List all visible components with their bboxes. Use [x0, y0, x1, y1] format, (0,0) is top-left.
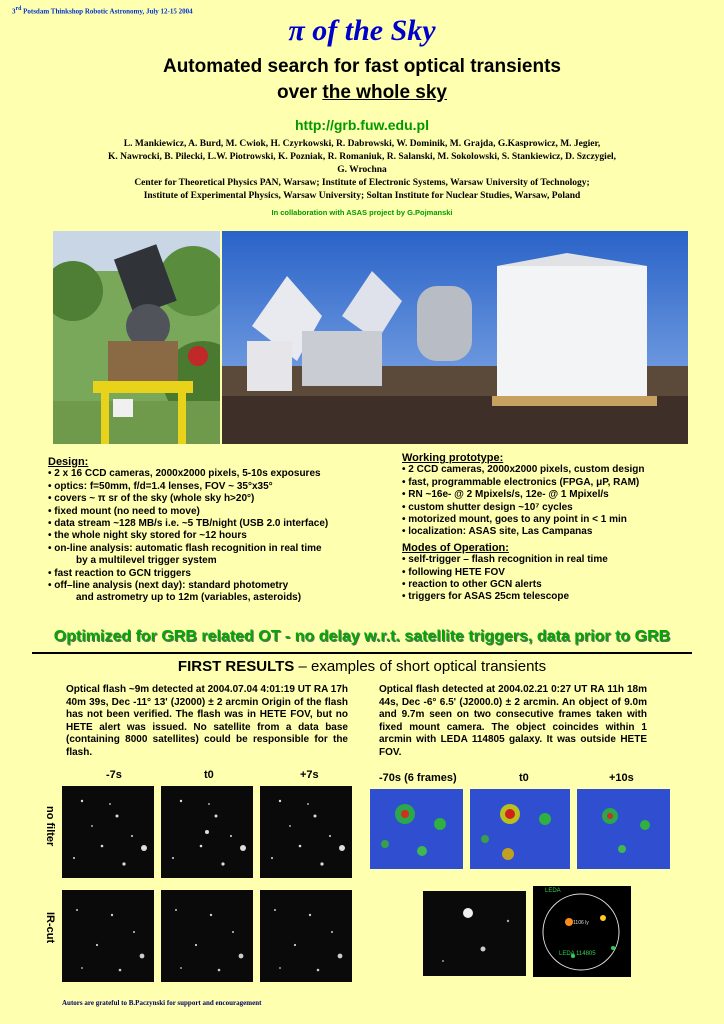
chart-label: LEDA 114805 — [559, 951, 596, 957]
star-frame — [260, 890, 352, 982]
affiliation-line-1: Center for Theoretical Physics PAN, Warsaw; Institute of Electronic Systems, Warsaw University of Technology; — [134, 178, 590, 188]
design-item: • covers ~ π sr of the sky (whole sky h>20°) — [48, 493, 255, 505]
telescope-photo — [53, 231, 220, 444]
authors-line-1: L. Mankiewicz, A. Burd, M. Cwiok, H. Czyrkowski, R. Dabrowski, W. Dominik, M. Grajda, G.Kasprowicz, M. Jegier, — [123, 139, 601, 149]
star-frame — [161, 786, 253, 878]
authors-line-2: K. Nawrocki, B. Pilecki, L.W. Piotrowski, K. Pozniak, R. Romaniuk, R. Salanski, M. Sokolowski, S. Stankiewicz, D. Szczygiel, — [107, 152, 617, 162]
row-label-ir-cut: IR-cut — [44, 912, 56, 944]
frame-label: +10s — [609, 772, 634, 784]
design-item: • fixed mount (no need to move) — [48, 505, 200, 517]
star-frame — [62, 786, 154, 878]
design-item: • 2 x 16 CCD cameras, 2000x2000 pixels, 5-10s exposures — [48, 468, 321, 480]
design-item: and astrometry up to 12m (variables, asteroids) — [76, 592, 302, 604]
prototype-section — [402, 452, 702, 604]
design-item: • the whole night sky stored for ~12 hours — [48, 530, 247, 542]
design-heading: Design: — [48, 456, 89, 468]
frame-label: -70s (6 frames) — [379, 772, 457, 784]
modes-item: • reaction to other GCN alerts — [402, 579, 542, 591]
acknowledgement: Autors are grateful to B.Paczynski for support and encouragement — [62, 999, 262, 1007]
modes-item: • following HETE FOV — [402, 566, 505, 578]
finder-chart — [533, 886, 631, 977]
star-frame — [161, 890, 253, 982]
heatmap-frame — [577, 789, 670, 869]
prototype-item: • 2 CCD cameras, 2000x2000 pixels, custom design — [402, 464, 645, 476]
affiliation-line-2: Institute of Experimental Physics, Warsaw University; Soltan Institute for Nuclear Studies, Warsaw, Poland — [143, 191, 581, 201]
heatmap-frame — [470, 789, 570, 869]
row-label-no-filter: no filter — [44, 806, 56, 847]
design-item: • off–line analysis (next day): standard photometry — [48, 580, 289, 592]
prototype-item: • localization: ASAS site, Las Campanas — [402, 526, 593, 538]
heatmap-frame — [370, 789, 463, 869]
authors-line-3: G. Wrochna — [337, 165, 387, 175]
star-frame — [260, 786, 352, 878]
subtitle-2: over the whole sky — [276, 82, 448, 103]
design-item: • data stream ~128 MB/s i.e. ~5 TB/night (USB 2.0 interface) — [48, 518, 329, 530]
subtitle-1: Automated search for fast optical transients — [162, 56, 562, 77]
design-item: • on-line analysis: automatic flash recognition in real time — [48, 542, 322, 554]
left-flash-description: Optical flash ~9m detected at 2004.07.04 4:01:19 UT RA 17h 40m 39s, Dec -11° 13' (J2000) ± 2 arcmin Origin of the flash has not been verified. The flash was in HETE FOV, but no HETE alert was issued. No satellite from a data base (containing 8000 satellites) could be responsible for the flash. — [66, 684, 348, 758]
modes-heading: Modes of Operation: — [402, 541, 509, 554]
site-photo — [222, 231, 688, 444]
design-item: • fast reaction to GCN triggers — [48, 567, 191, 579]
page-title: π of the Sky — [288, 14, 436, 47]
design-item: by a multilevel trigger system — [76, 555, 217, 567]
flash-closeup-frame — [423, 891, 526, 976]
chart-label: 1106 ly — [573, 920, 589, 926]
prototype-item: • fast, programmable electronics (FPGA, μP, RAM) — [402, 476, 640, 488]
frame-label: -7s — [106, 769, 122, 781]
prototype-item: • custom shutter design ~10⁷ cycles — [402, 501, 573, 513]
prototype-item: • RN ~16e- @ 2 Mpixels/s, 12e- @ 1 Mpixel/s — [402, 489, 609, 501]
chart-label: LEDA — [545, 888, 561, 894]
optimized-banner: Optimized for GRB related OT - no delay w.r.t. satellite triggers, data prior to GRB — [53, 628, 671, 645]
frame-label: +7s — [300, 769, 319, 781]
frame-label: t0 — [519, 772, 529, 784]
design-item: • optics: f=50mm, f/d=1.4 lenses, FOV ~ 35°x35° — [48, 480, 273, 492]
results-heading: FIRST RESULTS – examples of short optical transients — [177, 658, 547, 675]
right-flash-description: Optical flash detected at 2004.02.21 0:27 UT RA 11h 18m 44s, Dec -6° 6.5' (J2000.0) ± 2 arcmin. An object of 9.0m and 9.7m seen on two consecutive frames taken with fixed mount camera. The object coincides within 1 arcmin with LEDA 114805 galaxy. It was outside HETE FOV. — [379, 684, 647, 758]
authors-block — [30, 138, 694, 203]
design-section — [48, 456, 388, 605]
prototype-item: • motorized mount, goes to any point in < 1 min — [402, 514, 627, 526]
conference-line: 3rd Potsdam Thinkshop Robotic Astronomy, July 12-15 2004 — [12, 6, 193, 16]
star-frame — [62, 890, 154, 982]
project-url[interactable]: http://grb.fuw.edu.pl — [294, 117, 429, 133]
frame-label: t0 — [204, 769, 214, 781]
divider — [32, 652, 692, 654]
collaboration-note: In collaboration with ASAS project by G.Pojmanski — [271, 208, 453, 217]
modes-item: • triggers for ASAS 25cm telescope — [402, 591, 570, 603]
modes-item: • self-trigger – flash recognition in real time — [402, 554, 608, 566]
prototype-heading: Working prototype: — [402, 452, 504, 464]
